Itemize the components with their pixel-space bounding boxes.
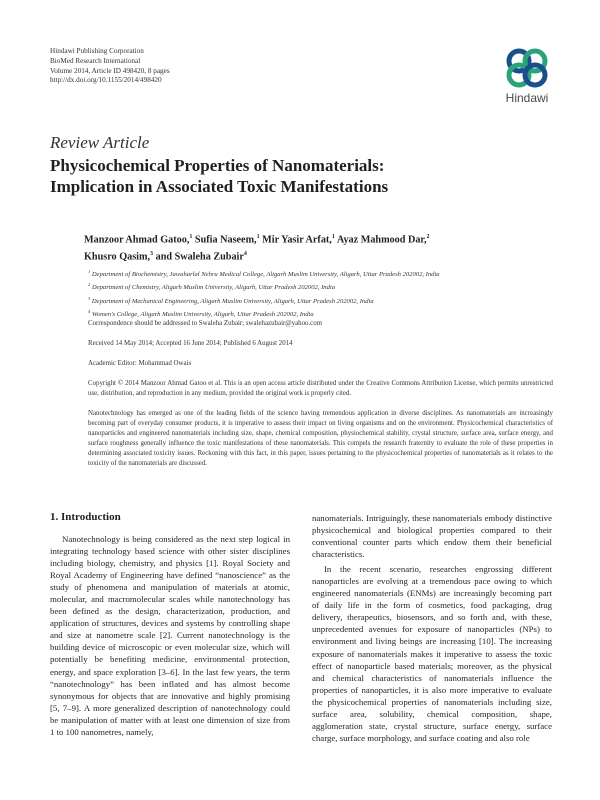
author-list xyxy=(84,230,524,265)
body-paragraph: Nanotechnology is being considered as the next step logical in integrating technology based science with other sister disciplines including biology, chemistry, and physics [1]. Royal Society and Royal Academy of Engineering have defined “nanoscience” as the study of phenomena and manipulation of materials at atomic, molecular, and macromolecular scales while nanotechnology has been defined as the design, characterization, production, and application of structures, devices and systems by controlling shape and size at nanometre scale [2]. Current nanotechnology is the building device of microscopic or even molecular size, which will potentially be benefiting medicine, environmental protection, energy, and space exploration [3–6]. In the last few years, the term “nanotechnology” has been inflated and has almost become synonymous for objects that are innovative and highly promising [5, 7–9]. A more generalized description of nanotechnology could be manipulation of matter with at least one dimension of size from 1 to 100 nanometres, namely, xyxy=(50,534,290,737)
affiliation-item: $^3$ Department of Mechanical Engineering, Aligarh Muslim University, Aligarh, Uttar Pradesh 202002, India xyxy=(88,295,374,305)
author-name: Mir Yasir Arfat, xyxy=(262,234,332,246)
doi-link[interactable]: http://dx.doi.org/10.1155/2014/498420 xyxy=(50,76,162,85)
author-name: Manzoor Ahmad Gatoo, xyxy=(84,234,190,246)
title-line-2: Implication in Associated Toxic Manifestations xyxy=(50,177,389,196)
copyright-notice: Copyright © 2014 Manzoor Ahmad Gatoo et al. This is an open access article distributed under the Creative Commons Attribution License, which permits unrestricted use, distribution, and reproduction in any medium, provided the original work is properly cited. xyxy=(88,380,553,397)
title-line-1: Physicochemical Properties of Nanomaterials: xyxy=(50,156,385,175)
author-name: Ayaz Mahmood Dar, xyxy=(336,234,427,246)
body-column-right xyxy=(312,512,552,744)
author-name: Khusro Qasim, xyxy=(84,251,151,263)
affiliation-item: $^4$ Women's College, Aligarh Muslim University, Aligarh, Uttar Pradesh 202002, India xyxy=(88,309,314,319)
body-paragraph: nanomaterials. Intriguingly, these nanomaterials embody distinctive physicochemical and biological properties compared to their conventional counter parts which endow them their beneficial characteristics. xyxy=(312,513,552,560)
academic-editor: Academic Editor: Mohammad Owais xyxy=(88,360,192,367)
affiliation-item: $^1$ Department of Biochemistry, Jawaharlal Nehru Medical College, Aligarh Muslim University, Aligarh, Uttar Pradesh 202002, India xyxy=(88,269,440,279)
hindawi-logo xyxy=(497,44,557,106)
affiliations xyxy=(88,267,558,321)
section-heading: 1. Introduction xyxy=(50,511,121,523)
body-paragraph: In the recent scenario, researches engrossing different nanoparticles are evolving at a tremendous pace owing to which engineered nanomaterials (ENMs) are increasingly becoming part of daily life in the form of cosmetics, food packaging, drug delivery, therapeutics, biosensors, and so forth and, with these, unprecedented avenues for exposure of nanoparticles (NPs) to environment and living beings are increasing [10]. The increasing exposure of nanomaterials makes it imperative to assess the toxic effect of nanoparticle based materials; moreover, as the physical and chemical characteristics of nanomaterials influence the properties of nanoparticles, it is also more imperative to evaluate the physicochemical properties of nanomaterials including size, surface area, solubility, chemical composition, shape, agglomeration state, crystal structure, surface energy, surface charge, surface morphology, and surface coating and also role xyxy=(312,564,552,743)
author-name: Sufia Naseem, xyxy=(194,234,257,246)
author-name: and Swaleha Zubair xyxy=(155,251,244,263)
author-affiliation-mark: 1 xyxy=(189,234,193,240)
author-affiliation-mark: 2 xyxy=(426,234,430,240)
author-affiliation-mark: 1 xyxy=(256,234,260,240)
affiliation-item: $^2$ Department of Chemistry, Aligarh Muslim University, Aligarh, Uttar Pradesh 202002, India xyxy=(88,282,336,292)
publication-info xyxy=(50,47,170,86)
article-dates: Received 14 May 2014; Accepted 16 June 2014; Published 6 August 2014 xyxy=(88,340,293,347)
logo-text: Hindawi xyxy=(505,91,549,105)
journal-name: BioMed Research International xyxy=(50,56,141,65)
volume-info: Volume 2014, Article ID 498420, 8 pages xyxy=(50,66,170,75)
article-type: Review Article xyxy=(50,133,150,152)
correspondence: Correspondence should be addressed to Swaleha Zubair; swalehazubair@yahoo.com xyxy=(88,320,323,327)
article-title xyxy=(50,155,560,197)
body-column-left xyxy=(50,533,290,738)
author-affiliation-mark: 4 xyxy=(243,251,247,258)
abstract: Nanotechnology has emerged as one of the leading fields of the science having tremendous application in diverse disciplines. As nanomaterials are increasingly becoming part of everyday consumer products, it is imperative to assess their impact on living organisms and on the environment. Physicochemical characteristics of nanoparticles and engineered nanomaterials including size, shape, chemical composition, physiochemical stability, crystal structure, surface area, surface energy, and surface roughness generally influence the toxic manifestations of these nanomaterials. This compels the research fraternity to evaluate the role of these properties in determining associated toxicity issues. Reckoning with this fact, in this paper, issues pertaining to the physicochemical properties of nanomaterials as it relates to the toxicity of the nanomaterials are discussed. xyxy=(88,410,553,467)
hindawi-logo-icon xyxy=(497,44,557,90)
author-affiliation-mark: 3 xyxy=(150,251,154,258)
publisher-name: Hindawi Publishing Corporation xyxy=(50,47,144,55)
author-affiliation-mark: 1 xyxy=(331,234,335,240)
